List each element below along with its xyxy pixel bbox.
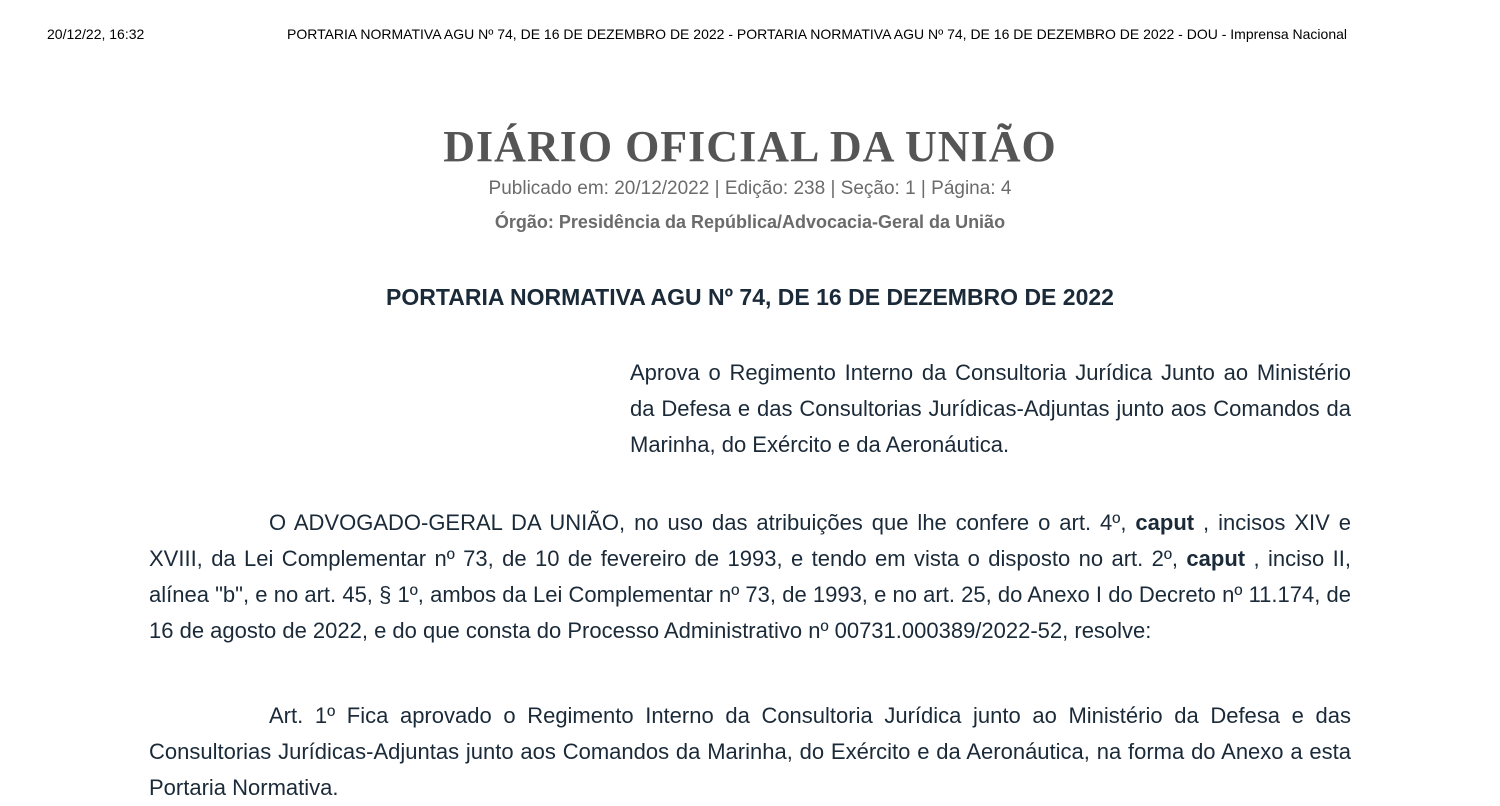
publication-info: Publicado em: 20/12/2022 | Edição: 238 | Seção: 1 | Página: 4 xyxy=(488,178,1012,199)
issuing-body: Órgão: Presidência da República/Advocacia-Geral da União xyxy=(494,212,1006,232)
act-title: PORTARIA NORMATIVA AGU Nº 74, DE 16 DE DEZEMBRO DE 2022 xyxy=(386,284,1114,310)
newspaper-title: DIÁRIO OFICIAL DA UNIÃO xyxy=(443,122,1057,171)
preamble-text-1: O ADVOGADO-GERAL DA UNIÃO, no uso das atribuições que lhe confere o art. 4º, xyxy=(269,510,1136,535)
print-header xyxy=(0,26,1500,44)
masthead xyxy=(0,121,1500,234)
article-1-paragraph xyxy=(149,698,1351,806)
preamble-paragraph xyxy=(149,505,1351,649)
caput-term: caput xyxy=(1186,546,1246,571)
preamble-text-2: , incisos XIV e XVIII, da Lei Complementar nº 73, de 10 de fevereiro de 1993, e tendo em vista o disposto no art. 2º, xyxy=(149,510,1351,571)
print-page-title: PORTARIA NORMATIVA AGU Nº 74, DE 16 DE DEZEMBRO DE 2022 - PORTARIA NORMATIVA AGU Nº 74, DE 16 DE DEZEMBRO DE 2022 - DOU - Imprensa Nacional xyxy=(287,26,1348,42)
print-datetime: 20/12/22, 16:32 xyxy=(47,26,145,42)
article-1-text: Art. 1º Fica aprovado o Regimento Interno da Consultoria Jurídica junto ao Ministério da Defesa e das Consultorias Jurídicas-Adjuntas junto aos Comandos da Marinha, do Exército e da Aeronáutica, na forma do Anexo a esta Portaria Normativa. xyxy=(149,703,1351,800)
caput-term: caput xyxy=(1135,510,1195,535)
act-summary: Aprova o Regimento Interno da Consultoria Jurídica Junto ao Ministério da Defesa e das Consultorias Jurídicas-Adjuntas junto aos Comandos da Marinha, do Exército e da Aeronáutica. xyxy=(630,360,1351,457)
preamble-text-3: , inciso II, alínea "b", e no art. 45, § 1º, ambos da Lei Complementar nº 73, de 1993, e no art. 25, do Anexo I do Decreto nº 11.174, de 16 de agosto de 2022, e do que consta do Processo Administrativo nº 00731.000389/2022-52, resolve: xyxy=(149,546,1351,643)
